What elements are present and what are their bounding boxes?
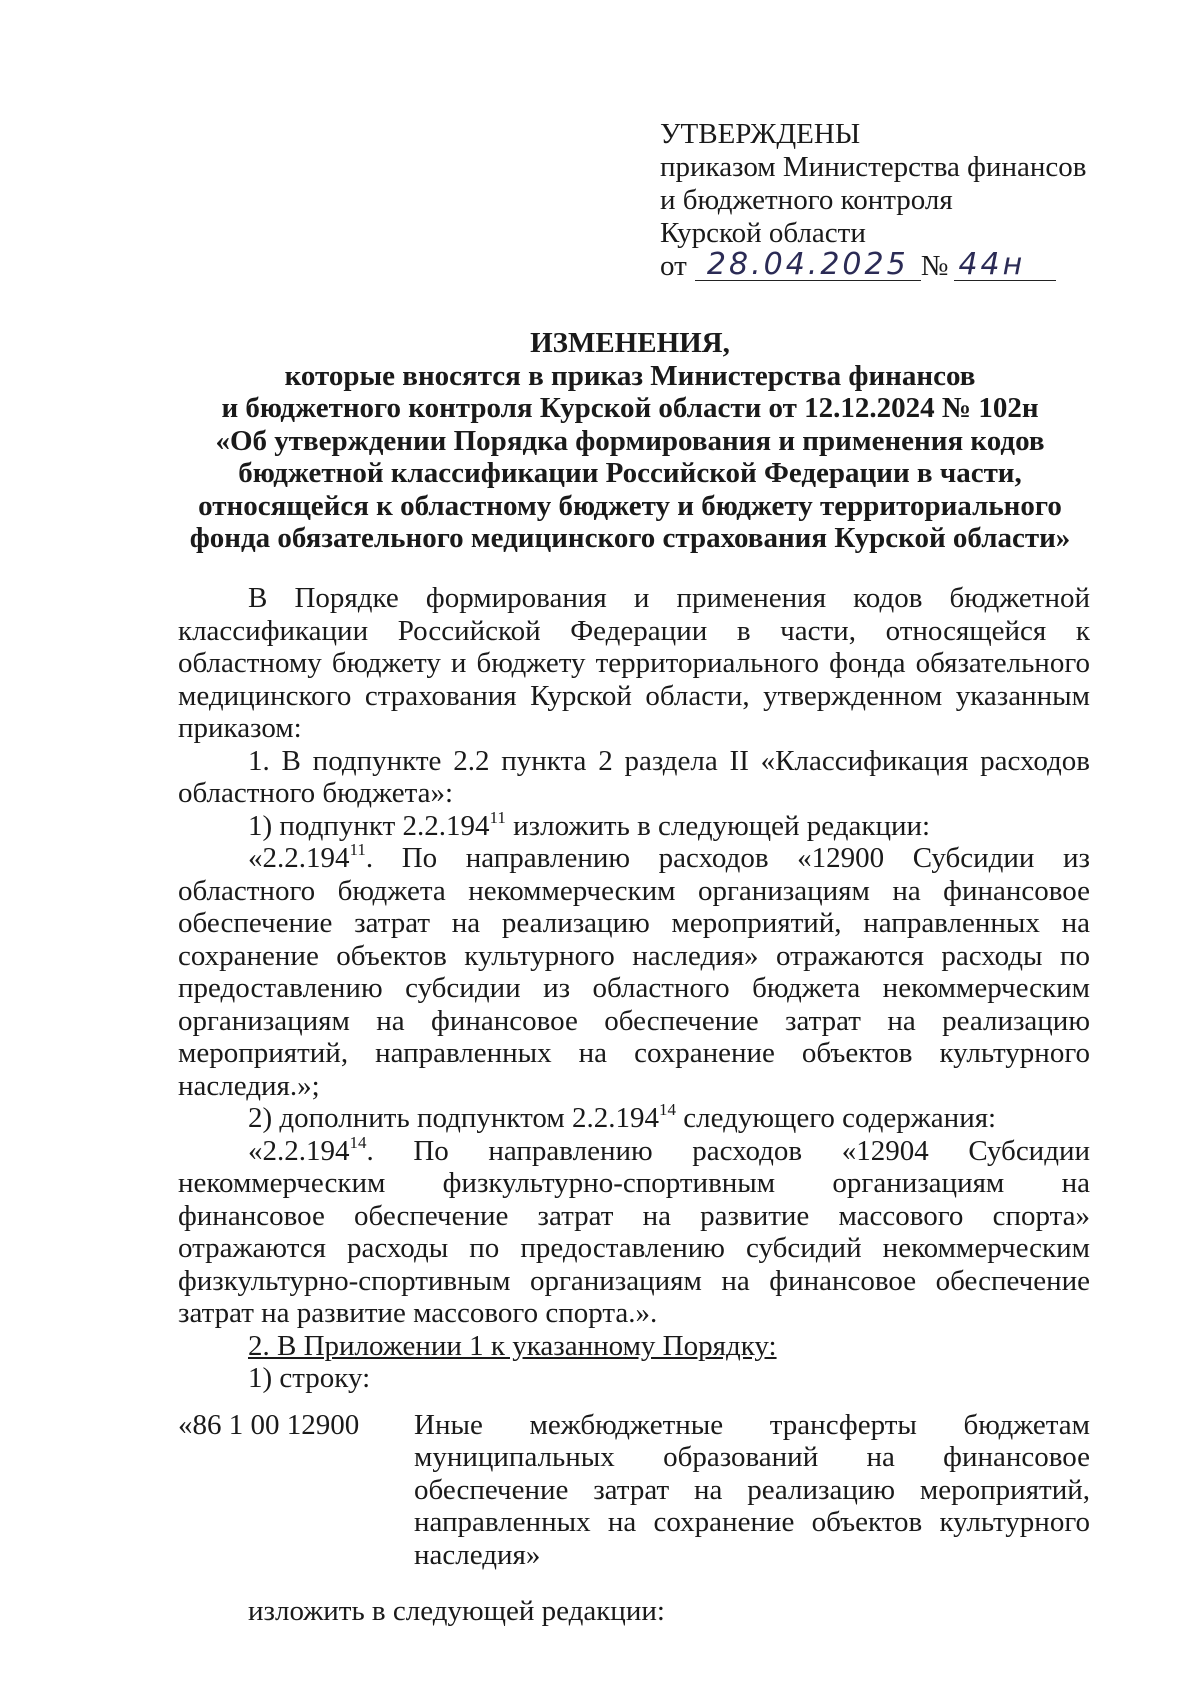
quote-1-paragraph xyxy=(178,842,1090,1102)
budget-code-row xyxy=(178,1409,1090,1572)
subitem-1-paragraph xyxy=(178,807,1090,843)
subitem-1-text-b: изложить в следующей редакции: xyxy=(505,809,931,842)
title-line-3: и бюджетного контроля Курской области от 12.12.2024 № 102н xyxy=(221,392,1039,424)
intro-paragraph: В Порядке формирования и применения кодов бюджетной классификации Российской Федерации в части, относящейся к областному бюджету и бюджету территориального фонда обязательного медицинского страхования Курской области, утвержденном указанным приказом: xyxy=(178,582,1090,744)
budget-code: «86 1 00 12900 xyxy=(178,1408,360,1441)
subitem-2-superscript: 14 xyxy=(658,1100,676,1119)
from-label: от xyxy=(660,250,687,282)
title-line-1: ИЗМЕНЕНИЯ, xyxy=(530,327,730,359)
subitem-1-superscript: 11 xyxy=(489,807,506,827)
title-line-2: которые вносятся в приказ Министерства финансов xyxy=(284,359,976,392)
document-body xyxy=(178,582,1090,1628)
approval-heading: УТВЕРЖДЕНЫ xyxy=(660,118,861,150)
after-row-paragraph: изложить в следующей редакции: xyxy=(248,1595,665,1627)
quote-2-text-b: . По направлению расходов «12904 Субсидии некоммерческим физкультурно-спортивным организациям на финансовое обеспечение затрат на развитие массового спорта» отражаются расходы по предоставлению субсидий некоммерческим физкультурно-спортивным организациям на финансовое обеспечение затрат на развитие массового спорта.». xyxy=(178,1134,1090,1329)
subitem-2-text-a: 2) дополнить подпунктом 2.2.194 xyxy=(248,1102,659,1134)
order-date-number-line xyxy=(660,247,1120,283)
approval-line-2: и бюджетного контроля xyxy=(660,184,953,216)
number-label: № xyxy=(920,250,949,282)
item-1-paragraph: 1. В подпункте 2.2 пункта 2 раздела II «Классификация расходов областного бюджета»: xyxy=(178,744,1090,809)
subitem-2-text-b: следующего содержания: xyxy=(675,1102,997,1134)
subitem-1-text-a: 1) подпункт 2.2.194 xyxy=(248,809,490,842)
row-label-paragraph: 1) строку: xyxy=(248,1362,371,1394)
item-2-paragraph xyxy=(178,1330,1090,1363)
title-line-5: бюджетной классификации Российской Федерации в части, xyxy=(238,457,1022,489)
quote-1-superscript: 11 xyxy=(349,840,366,859)
item-2-text: 2. В Приложении 1 к указанному Порядку: xyxy=(248,1329,777,1362)
document-title xyxy=(170,327,1090,555)
quote-2-text-a: «2.2.194 xyxy=(248,1134,350,1167)
subitem-2-paragraph xyxy=(178,1102,1090,1135)
title-line-6: относящейся к областному бюджету и бюджету территориального xyxy=(198,489,1062,522)
quote-1-text-b: . По направлению расходов «12900 Субсидии из областного бюджета некоммерческим организациям на финансовое обеспечение затрат на реализацию мероприятий, направленных на сохранение объектов культурного наследия» отражаются расходы по предоставлению субсидии из областного бюджета некоммерческим организациям на финансовое обеспечение затрат на реализацию мероприятий, направленных на сохранение объектов культурного наследия.»; xyxy=(178,842,1090,1102)
approval-stamp-block xyxy=(660,118,1120,283)
handwritten-order-number: 44н xyxy=(954,250,1056,281)
title-line-7: фонда обязательного медицинского страхования Курской области» xyxy=(189,522,1071,554)
quote-2-paragraph xyxy=(178,1132,1090,1330)
quote-1-text-a: «2.2.194 xyxy=(248,842,350,874)
handwritten-date: 28.04.2025 xyxy=(695,250,921,281)
approval-line-3: Курской области xyxy=(660,217,866,249)
budget-code-description: Иные межбюджетные трансферты бюджетам муниципальных образований на финансовое обеспечение затрат на реализацию мероприятий, направленных на сохранение объектов культурного наследия» xyxy=(414,1408,1090,1571)
quote-2-superscript: 14 xyxy=(349,1132,367,1152)
approval-line-1: приказом Министерства финансов xyxy=(660,151,1087,183)
title-line-4: «Об утверждении Порядка формирования и применения кодов xyxy=(215,424,1045,457)
